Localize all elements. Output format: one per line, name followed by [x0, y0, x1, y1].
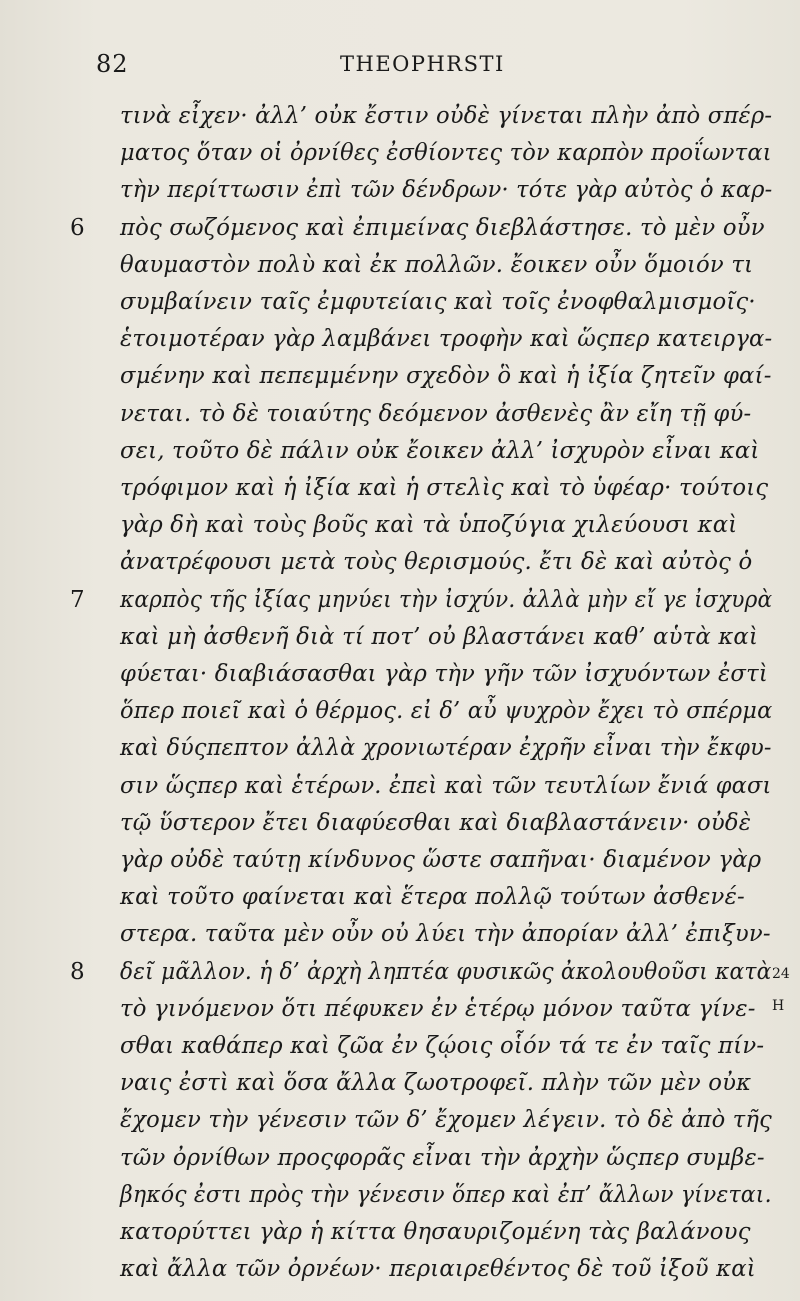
text-line	[0, 732, 800, 772]
text-line	[0, 1253, 800, 1293]
line-text: γὰρ δὴ καὶ τοὺς βοῦς καὶ τὰ ὑποζύγια χιλεύουσι καὶ	[120, 512, 738, 539]
line-text: ὅπερ ποιεῖ καὶ ὁ θέρμος. εἰ δ’ αὖ ψυχρὸν ἔχει τὸ σπέρμα	[120, 698, 773, 725]
line-text: πὸς σωζόμενος καὶ ἐπιμείνας διεβλάστησε. τὸ μὲν οὖν	[120, 214, 765, 241]
line-text: θαυμαστὸν πολὺ καὶ ἐκ πολλῶν. ἔοικεν οὖν ὅμοιόν τι	[120, 251, 754, 278]
line-text: σει, τοῦτο δὲ πάλιν οὐκ ἔοικεν ἀλλ’ ἰσχυρὸν εἶναι καὶ	[120, 437, 760, 464]
line-text: γὰρ οὐδὲ ταύτῃ κίνδυνος ὥστε σαπῆναι· διαμένον γὰρ	[120, 847, 762, 873]
page-number: 82	[96, 50, 129, 78]
page-header	[0, 44, 800, 84]
text-line	[0, 472, 800, 512]
text-line	[0, 993, 800, 1033]
line-text: φύεται· διαβιάσασθαι γὰρ τὴν γῆν τῶν ἰσχυόντων ἐστὶ	[120, 661, 769, 687]
text-line	[0, 323, 800, 363]
line-text: καρπὸς τῆς ἰξίας μηνύει τὴν ἰσχύν. ἀλλὰ μὴν εἴ γε ἰσχυρὰ	[120, 586, 773, 613]
line-text: τὸ γινόμενον ὅτι πέφυκεν ἐν ἑτέρῳ μόνον ταῦτα γίνε-	[120, 995, 756, 1022]
text-line	[0, 1216, 800, 1256]
line-text: σιν ὥςπερ καὶ ἑτέρων. ἐπεὶ καὶ τῶν τευτλίων ἔνιά φασι	[120, 772, 772, 799]
text-line	[0, 398, 800, 438]
text-line	[0, 1067, 800, 1107]
line-text: συμβαίνειν ταῖς ἐμφυτείαις καὶ τοῖς ἐνοφθαλμισμοῖς·	[120, 289, 756, 315]
text-line	[0, 881, 800, 921]
text-line	[0, 621, 800, 661]
text-line	[0, 360, 800, 400]
text-line	[0, 435, 800, 475]
line-text: καὶ μὴ ἀσθενῆ διὰ τί ποτ’ οὐ βλαστάνει καθ’ αὑτὰ καὶ	[120, 623, 759, 650]
running-head: THEOPHRSTI	[340, 52, 505, 76]
text-line	[0, 1179, 800, 1219]
text-line	[0, 1142, 800, 1182]
text-line	[0, 658, 800, 698]
text-line	[0, 1030, 800, 1070]
line-text: κατορύττει γὰρ ἡ κίττα θησαυριζομένη τὰς βαλάνους	[120, 1219, 751, 1245]
line-text: καὶ ἄλλα τῶν ὀρνέων· περιαιρεθέντος δὲ τοῦ ἰξοῦ καὶ	[120, 1256, 756, 1283]
line-text: ἑτοιμοτέραν γὰρ λαμβάνει τροφὴν καὶ ὥςπερ κατειργα-	[120, 326, 773, 353]
line-text: δεῖ μᾶλλον. ἡ δ’ ἀρχὴ ληπτέα φυσικῶς ἀκολουθοῦσι κατὰ	[120, 958, 772, 985]
text-line	[0, 249, 800, 289]
text-line	[0, 100, 800, 140]
line-text: τῷ ὕστερον ἔτει διαφύεσθαι καὶ διαβλαστάνειν· οὐδὲ	[120, 809, 752, 836]
line-text: νεται. τὸ δὲ τοιαύτης δεόμενον ἀσθενὲς ἂν εἴη τῇ φύ-	[120, 400, 752, 427]
margin-reference: 24 H	[772, 965, 790, 1014]
text-line	[0, 509, 800, 549]
text-line	[0, 584, 800, 624]
line-text: βηκός ἐστι πρὸς τὴν γένεσιν ὅπερ καὶ ἐπ’ ἄλλων γίνεται.	[120, 1181, 772, 1208]
section-number: 6	[70, 214, 85, 241]
text-line	[0, 174, 800, 214]
text-line	[0, 137, 800, 177]
line-text: καὶ δύςπεπτον ἀλλὰ χρονιωτέραν ἐχρῆν εἶναι τὴν ἔκφυ-	[120, 735, 772, 762]
line-text: τῶν ὀρνίθων προςφορᾶς εἶναι τὴν ἀρχὴν ὥςπερ συμβε-	[120, 1144, 765, 1171]
line-text: σμένην καὶ πεπεμμένην σχεδὸν ὃ καὶ ἡ ἰξία ζητεῖν φαί-	[120, 363, 772, 390]
text-line	[0, 844, 800, 884]
line-text: τὴν περίττωσιν ἐπὶ τῶν δένδρων· τότε γὰρ αὐτὸς ὁ καρ-	[120, 177, 773, 204]
line-text: ματος ὅταν οἱ ὀρνίθες ἐσθίοντες τὸν καρπὸν προΐωνται	[120, 140, 772, 167]
text-line	[0, 212, 800, 252]
line-text: ἀνατρέφουσι μετὰ τοὺς θερισμούς. ἔτι δὲ καὶ αὐτὸς ὁ	[120, 549, 753, 576]
text-line	[0, 286, 800, 326]
text-line	[0, 770, 800, 810]
line-text: τινὰ εἶχεν· ἀλλ’ οὐκ ἔστιν οὐδὲ γίνεται πλὴν ἀπὸ σπέρ-	[120, 103, 773, 129]
text-line	[0, 807, 800, 847]
line-text: τρόφιμον καὶ ἡ ἰξία καὶ ἡ στελὶς καὶ τὸ ὑφέαρ· τούτοις	[120, 475, 769, 501]
text-line	[0, 546, 800, 586]
section-number: 7	[70, 586, 85, 613]
text-line	[0, 918, 800, 958]
line-text: ναις ἐστὶ καὶ ὅσα ἄλλα ζωοτροφεῖ. πλὴν τῶν μὲν οὐκ	[120, 1070, 752, 1097]
text-line	[0, 1104, 800, 1144]
section-number: 8	[70, 958, 85, 985]
line-text: στερα. ταῦτα μὲν οὖν οὐ λύει τὴν ἀπορίαν ἀλλ’ ἐπιξυν-	[120, 921, 771, 948]
text-line	[0, 695, 800, 735]
line-text: σθαι καθάπερ καὶ ζῶα ἐν ζῴοις οἷόν τά τε ἐν ταῖς πίν-	[120, 1033, 765, 1059]
line-text: ἔχομεν τὴν γένεσιν τῶν δ’ ἔχομεν λέγειν. τὸ δὲ ἀπὸ τῆς	[120, 1107, 772, 1134]
line-text: καὶ τοῦτο φαίνεται καὶ ἕτερα πολλῷ τούτων ἀσθενέ-	[120, 884, 745, 911]
